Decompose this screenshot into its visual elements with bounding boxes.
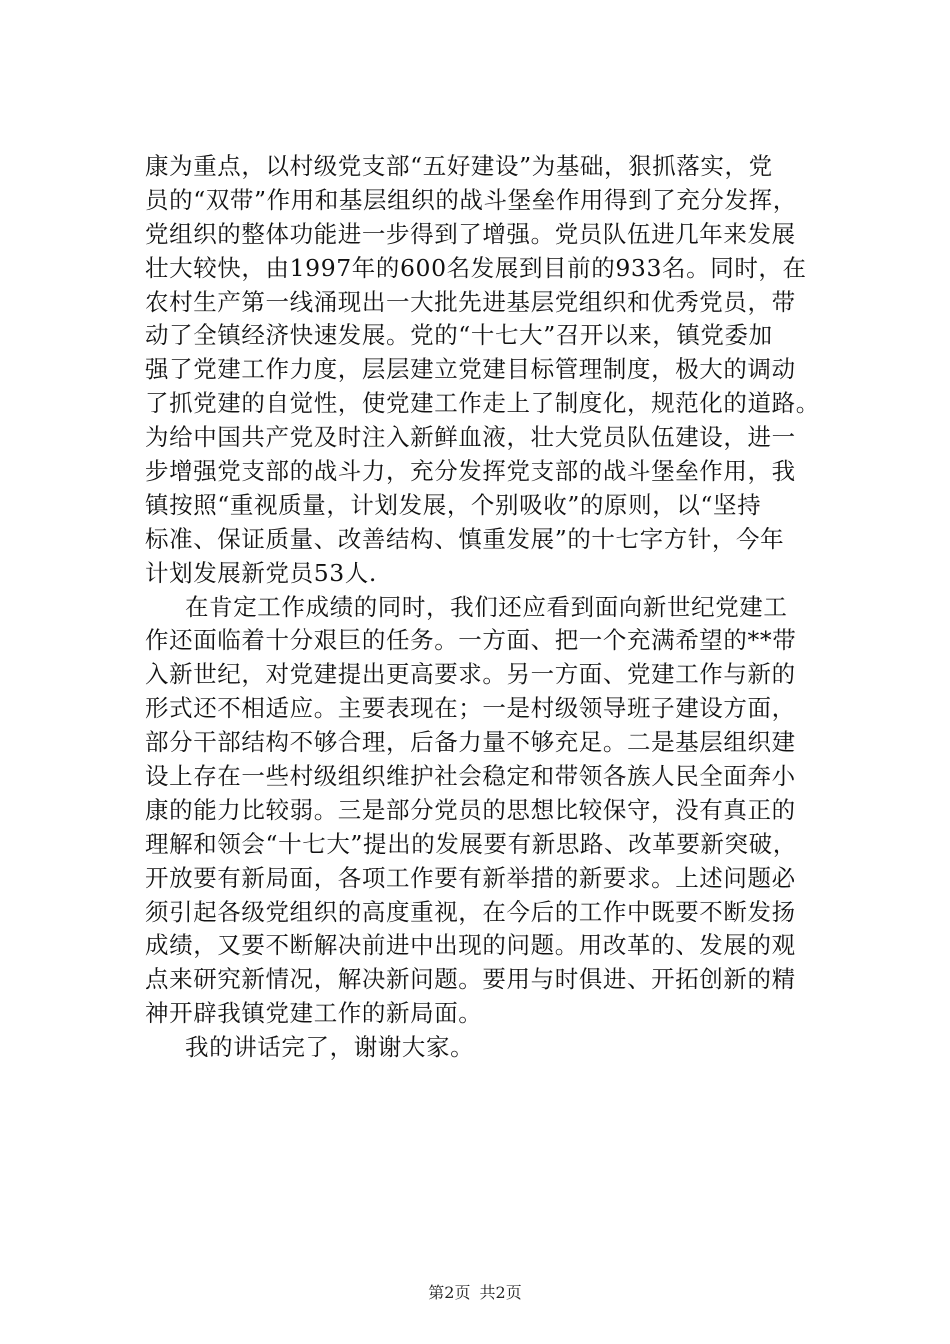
page-footer [0, 1282, 950, 1304]
text-line: 康的能力比较弱。三是部分党员的思想比较保守，没有真正的 [145, 795, 796, 824]
text-line: 员的“双带”作用和基层组织的战斗堡垒作用得到了充分发挥， [145, 185, 797, 214]
page-total: 共2页 [479, 1283, 522, 1302]
text-line: 神开辟我镇党建工作的新局面。 [145, 999, 483, 1028]
text-line: 标准、保证质量、改善结构、慎重发展”的十七字方针，今年 [145, 524, 785, 553]
text-line: 成绩，又要不断解决前进中出现的问题。用改革的、发展的观 [145, 931, 796, 960]
text-line: 作还面临着十分艰巨的任务。一方面、把一个充满希望的**带 [145, 626, 797, 655]
text-line: 部分干部结构不够合理，后备力量不够充足。二是基层组织建 [145, 728, 796, 757]
text-line: 设上存在一些村级组织维护社会稳定和带领各族人民全面奔小 [145, 762, 796, 791]
text-line: 动了全镇经济快速发展。党的“十七大”召开以来，镇党委加 [145, 321, 773, 350]
page-number: 第2页 [428, 1283, 471, 1302]
text-line: 党组织的整体功能进一步得到了增强。党员队伍进几年来发展 [145, 219, 796, 248]
text-line: 入新世纪，对党建提出更高要求。另一方面、党建工作与新的 [145, 660, 796, 689]
text-line: 壮大较快，由1997年的600名发展到目前的933名。同时，在 [145, 253, 807, 282]
text-line: 理解和领会“十七大”提出的发展要有新思路、改革要新突破， [145, 829, 797, 858]
text-line: 了抓党建的自觉性，使党建工作走上了制度化，规范化的道路。 [145, 389, 820, 418]
text-line: 农村生产第一线涌现出一大批先进基层党组织和优秀党员，带 [145, 287, 796, 316]
document-body [145, 150, 845, 1065]
text-line: 须引起各级党组织的高度重视，在今后的工作中既要不断发扬 [145, 897, 796, 926]
text-line: 镇按照“重视质量，计划发展，个别吸收”的原则，以“坚持 [145, 490, 762, 519]
text-line: 强了党建工作力度，层层建立党建目标管理制度，极大的调动 [145, 355, 796, 384]
closing-line: 我的讲话完了，谢谢大家。 [185, 1033, 475, 1062]
text-line: 计划发展新党员53人. [145, 558, 377, 587]
text-line: 为给中国共产党及时注入新鲜血液，壮大党员队伍建设，进一 [145, 423, 796, 452]
text-line: 形式还不相适应。主要表现在；一是村级领导班子建设方面， [145, 694, 796, 723]
text-line: 开放要有新局面，各项工作要有新举措的新要求。上述问题必 [145, 863, 796, 892]
text-line: 步增强党支部的战斗力，充分发挥党支部的战斗堡垒作用，我 [145, 457, 796, 486]
text-line: 康为重点，以村级党支部“五好建设”为基础，狠抓落实，党 [145, 152, 773, 180]
paragraph-start-line: 在肯定工作成绩的同时，我们还应看到面向新世纪党建工 [185, 592, 788, 621]
text-line: 点来研究新情况，解决新问题。要用与时俱进、开拓创新的精 [145, 965, 796, 994]
